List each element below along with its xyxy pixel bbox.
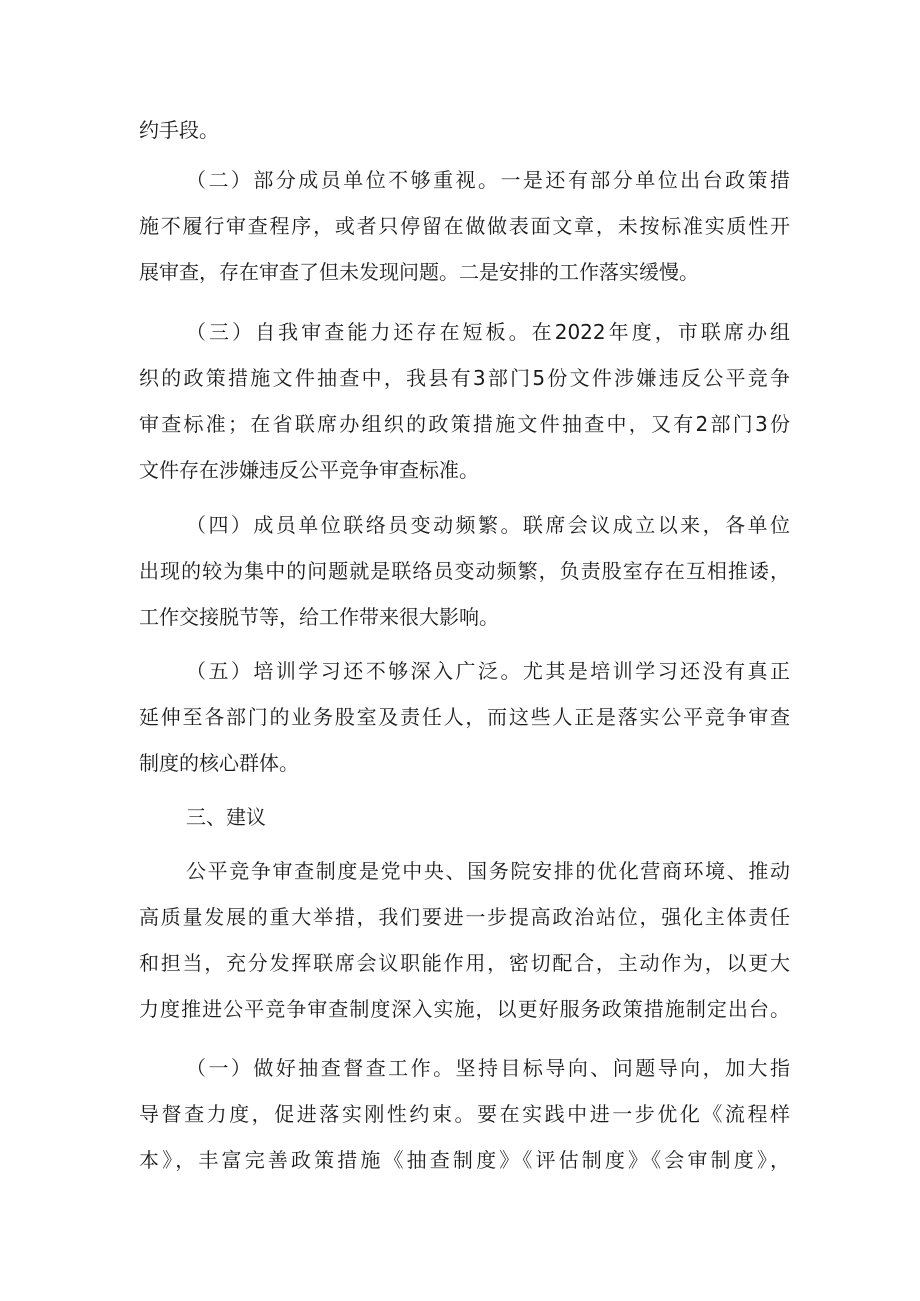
section-heading-5: （五）培训学习还不够深入广泛。尤其是培训学习还没有真正 — [186, 659, 790, 683]
paragraph-line: 展审查，存在审查了但未发现问题。二是安排的工作落实缓慢。 — [139, 260, 699, 284]
chapter-heading-suggestions: 三、建议 — [186, 805, 266, 829]
section-heading-4: （四）成员单位联络员变动频繁。联席会议成立以来，各单位 — [186, 513, 790, 537]
paragraph-line: 高质量发展的重大举措，我们要进一步提高政治站位，强化主体责任 — [139, 905, 790, 929]
paragraph-line: 导督查力度，促进落实刚性约束。要在实践中进一步优化《流程样 — [139, 1102, 790, 1126]
paragraph-line: 力度推进公平竞争审查制度深入实施，以更好服务政策措施制定出台。 — [139, 997, 790, 1021]
paragraph-line: 本》，丰富完善政策措施《抽查制度》《评估制度》《会审制度》， — [139, 1148, 790, 1172]
section-heading-3: （三）自我审查能力还存在短板。在2022年度，市联席办组 — [186, 320, 790, 344]
paragraph-line: 出现的较为集中的问题就是联络员变动频繁，负责股室存在互相推诿， — [139, 559, 790, 583]
paragraph-line: 审查标准；在省联席办组织的政策措施文件抽查中，又有2部门3份 — [139, 412, 790, 436]
paragraph-line: 施不履行审查程序，或者只停留在做做表面文章，未按标准实质性开 — [139, 214, 790, 238]
paragraph-line: 制度的核心群体。 — [139, 751, 299, 775]
paragraph-line: 延伸至各部门的业务股室及责任人，而这些人正是落实公平竞争审查 — [139, 705, 790, 729]
paragraph-line: 工作交接脱节等，给工作带来很大影响。 — [139, 605, 499, 629]
paragraph-line: 和担当，充分发挥联席会议职能作用，密切配合，主动作为，以更大 — [139, 951, 790, 975]
section-heading-2: （二）部分成员单位不够重视。一是还有部分单位出台政策措 — [186, 168, 790, 192]
paragraph-line: 公平竞争审查制度是党中央、国务院安排的优化营商环境、推动 — [186, 859, 790, 883]
paragraph-line: 织的政策措施文件抽查中，我县有3部门5份文件涉嫌违反公平竞争 — [139, 366, 790, 390]
paragraph-line: 文件存在涉嫌违反公平竞争审查标准。 — [139, 458, 479, 482]
section-heading-1: （一）做好抽查督查工作。坚持目标导向、问题导向，加大指 — [186, 1056, 790, 1080]
paragraph-line: 约手段。 — [139, 118, 219, 142]
